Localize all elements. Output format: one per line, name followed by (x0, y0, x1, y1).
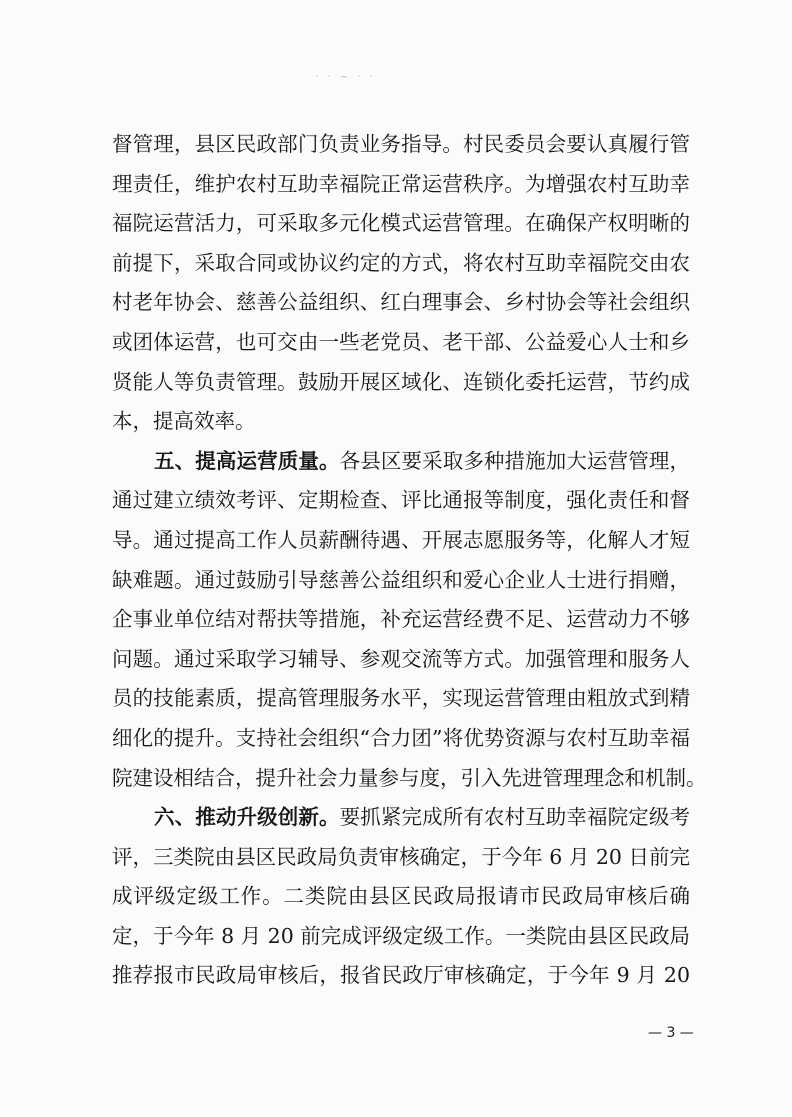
text-line: 员的技能素质，提高管理服务水平，实现运营管理由粗放式到精 (112, 686, 690, 711)
page-number: — 3 — (648, 1025, 694, 1041)
text-line: 导。通过提高工作人员薪酬待遇、开展志愿服务等，化解人才短 (112, 527, 690, 552)
section-six-first-line (112, 798, 690, 838)
text-line: 评，三类院由县区民政局负责审核确定，于今年 6 月 20 日前完 (112, 844, 690, 869)
text-line: 院建设相结合，提升社会力量参与度，引入先进管理理念和机制。 (112, 765, 707, 790)
text-line: 企事业单位结对帮扶等措施，补充运营经费不足、运营动力不够 (112, 607, 690, 632)
scan-artifact: · · ~ · · (315, 74, 376, 82)
text-line: 贤能人等负责管理。鼓励开展区域化、连锁化委托运营，节约成 (112, 369, 690, 394)
section-heading: 五、提高运营质量。 (154, 448, 340, 473)
text-span: 要抓紧完成所有农村互助幸福院定级考 (339, 805, 691, 830)
text-line: 前提下，采取合同或协议约定的方式，将农村互助幸福院交由农 (112, 250, 690, 275)
text-line: 成评级定级工作。二类院由县区民政局报请市民政局审核后确 (112, 884, 690, 909)
text-line: 或团体运营，也可交由一些老党员、老干部、公益爱心人士和乡 (112, 329, 690, 354)
text-span: 各县区要采取多种措施加大运营管理， (339, 448, 691, 473)
text-line: 督管理，县区民政部门负责业务指导。村民委员会要认真履行管 (112, 132, 690, 156)
text-line: 理责任，维护农村互助幸福院正常运营秩序。为增强农村互助幸 (112, 171, 690, 196)
text-line: 福院运营活力，可采取多元化模式运营管理。在确保产权明晰的 (112, 211, 690, 236)
text-line: 通过建立绩效考评、定期检查、评比通报等制度，强化责任和督 (112, 488, 690, 513)
text-line: 问题。通过采取学习辅导、参观交流等方式。加强管理和服务人 (112, 646, 690, 671)
text-line: 缺难题。通过鼓励引导慈善公益组织和爱心企业人士进行捐赠， (112, 567, 690, 592)
text-line: 推荐报市民政局审核后，报省民政厅审核确定，于今年 9 月 20 (112, 963, 690, 988)
document-body (112, 125, 707, 996)
text-line: 定，于今年 8 月 20 前完成评级定级工作。一类院由县区民政局 (112, 923, 690, 948)
text-line: 细化的提升。支持社会组织“合力团”将优势资源与农村互助幸福 (112, 725, 690, 750)
section-five-first-line (112, 442, 690, 482)
text-line: 本，提高效率。 (112, 409, 256, 434)
section-heading: 六、推动升级创新。 (154, 805, 340, 830)
text-line: 村老年协会、慈善公益组织、红白理事会、乡村协会等社会组织 (112, 290, 690, 315)
